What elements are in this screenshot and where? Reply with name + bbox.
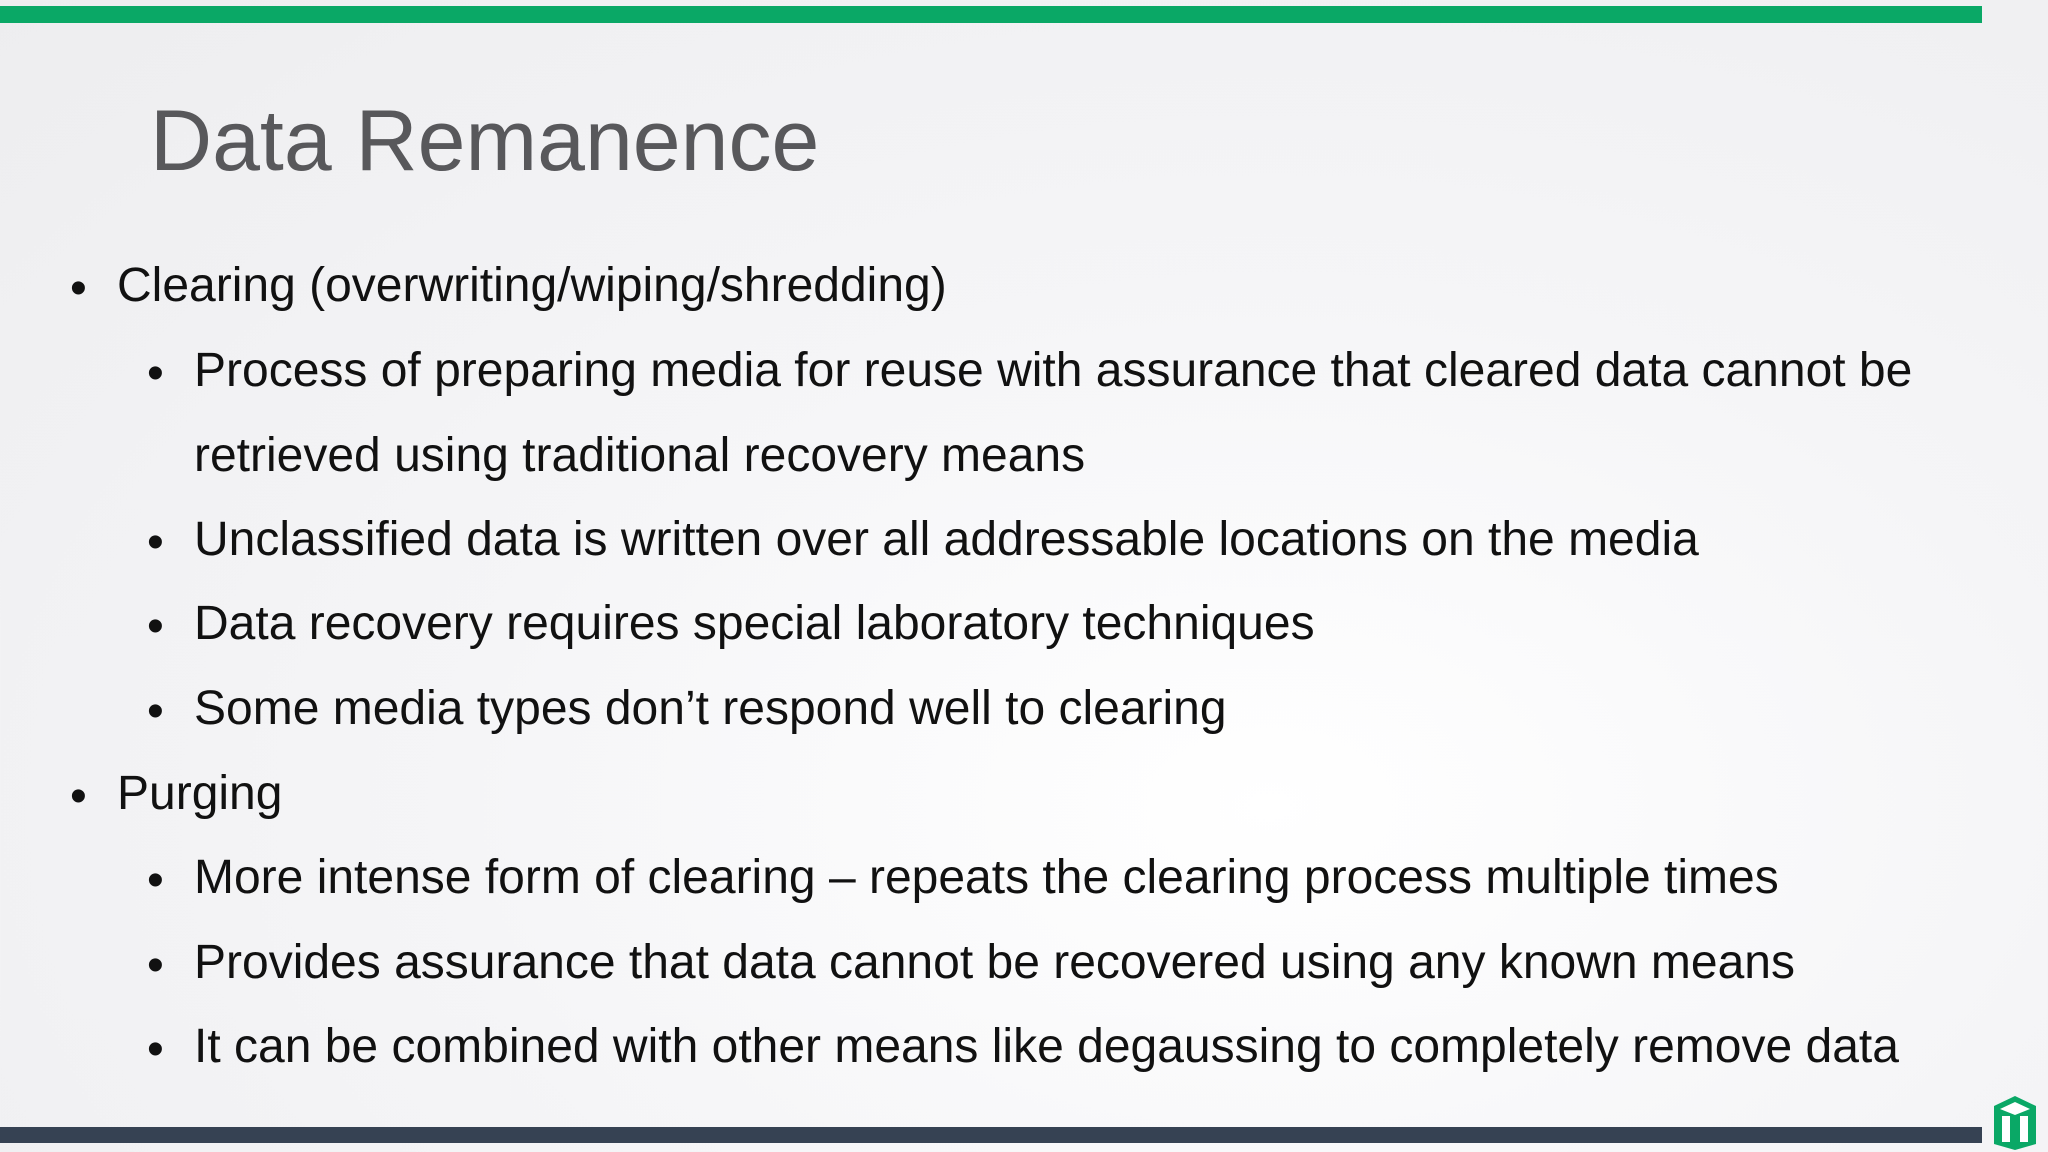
- bullet-dot: •: [147, 854, 164, 907]
- bullet-dot: •: [147, 1023, 164, 1076]
- bullet-item: Provides assurance that data cannot be recovered using any known means: [194, 936, 1795, 989]
- bullet-item: Some media types don’t respond well to clearing: [194, 682, 1227, 735]
- bullet-dot: •: [147, 685, 164, 738]
- bullet-dot: •: [147, 347, 164, 400]
- bullet-dot: •: [147, 516, 164, 569]
- bullet-item: Process of preparing media for reuse with assurance that cleared data cannot be: [194, 344, 1913, 397]
- bullet-dot: •: [147, 939, 164, 992]
- bullet-item: More intense form of clearing – repeats the clearing process multiple times: [194, 851, 1779, 904]
- bullet-item: Unclassified data is written over all addressable locations on the media: [194, 513, 1699, 566]
- top-accent-bar: [0, 6, 1982, 23]
- brand-logo-icon: [1992, 1094, 2038, 1152]
- bullet-item: Clearing (overwriting/wiping/shredding): [117, 259, 947, 312]
- bullet-item: Purging: [117, 767, 283, 820]
- bottom-accent-bar: [0, 1127, 1982, 1143]
- bullet-item: Data recovery requires special laboratory techniques: [194, 597, 1315, 650]
- bullet-item-continuation: retrieved using traditional recovery means: [194, 429, 1086, 482]
- bullet-dot: •: [70, 770, 87, 823]
- bullet-item: It can be combined with other means like degaussing to completely remove data: [194, 1020, 1899, 1073]
- slide-title: Data Remanence: [150, 93, 820, 189]
- bullet-dot: •: [70, 262, 87, 315]
- bullet-dot: •: [147, 600, 164, 653]
